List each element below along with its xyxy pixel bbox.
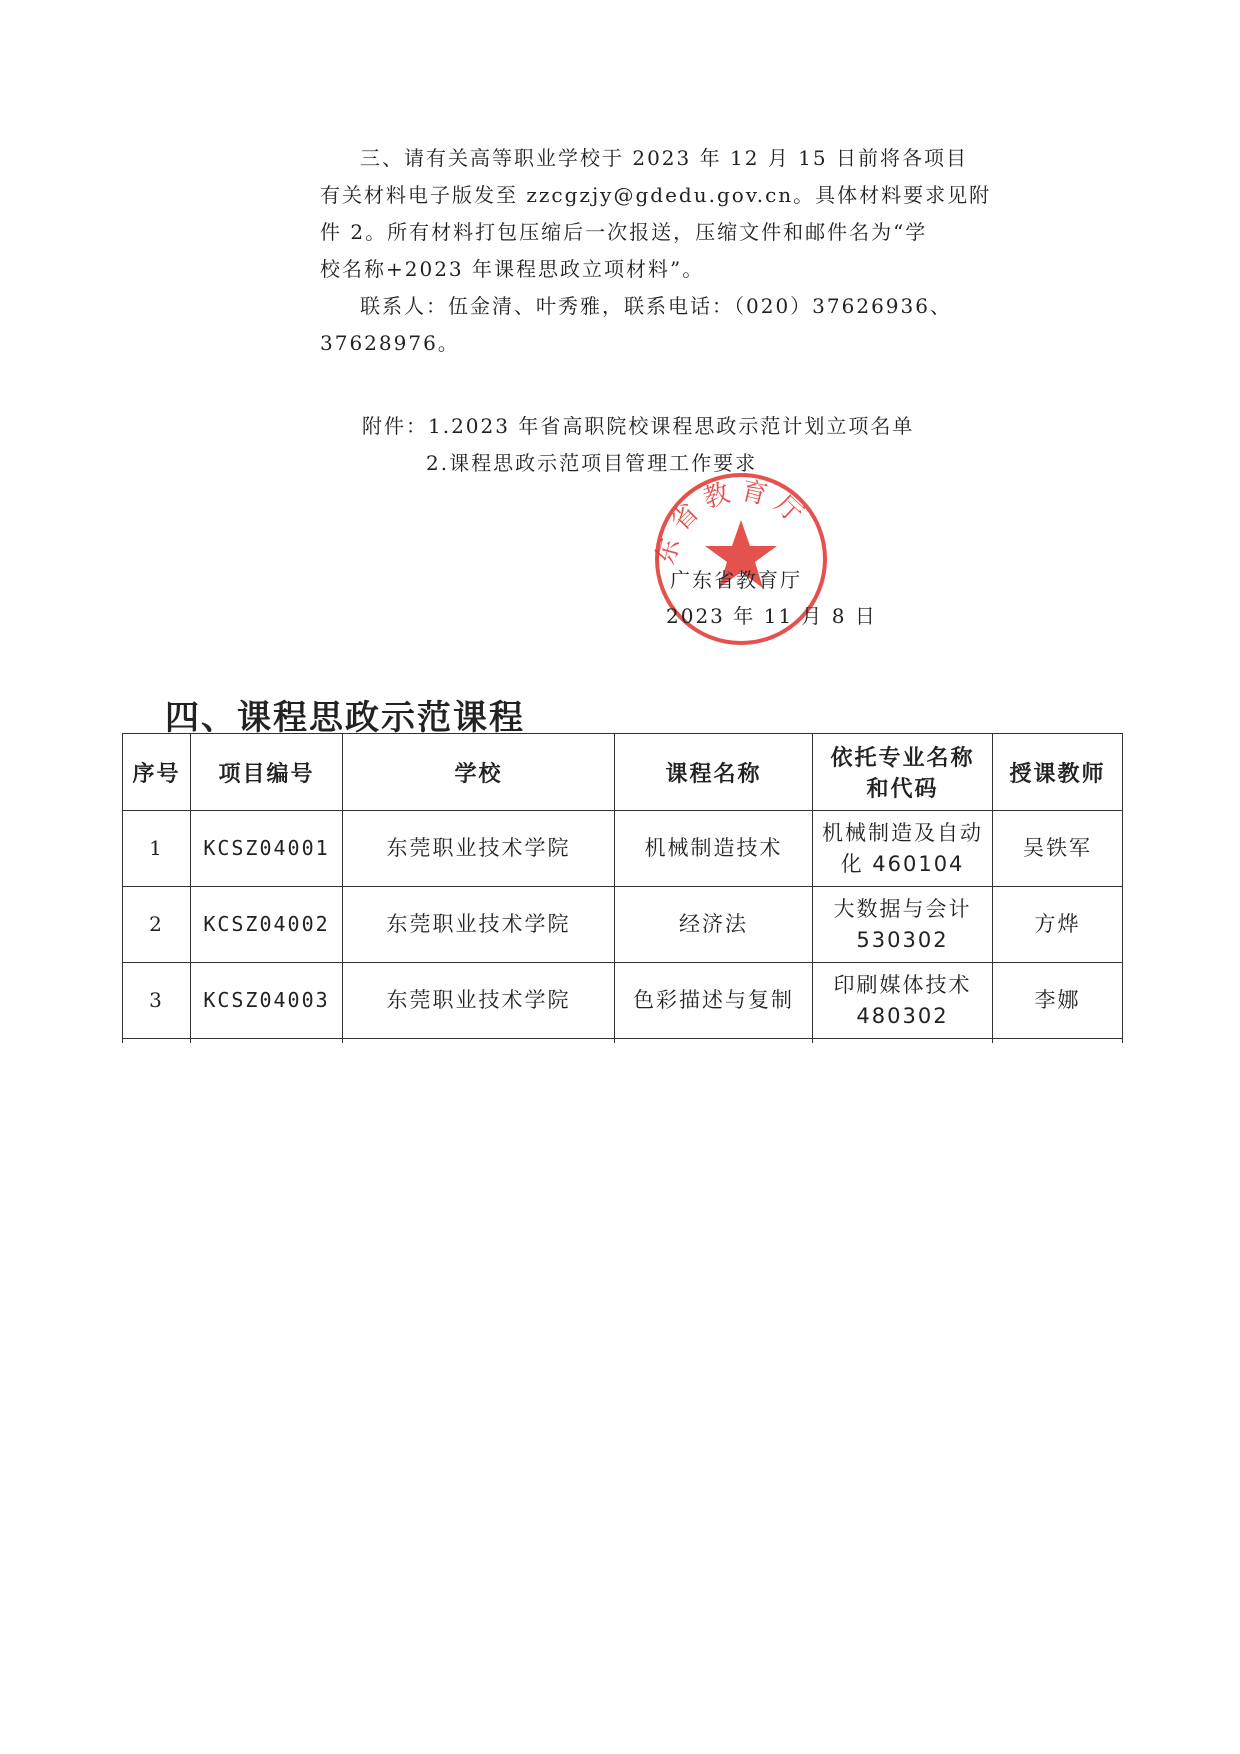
cell-school: 东莞职业技术学院 [343, 811, 615, 887]
paragraph-line: 件 2。所有材料打包压缩后一次报送，压缩文件和邮件名为“学 [320, 220, 928, 244]
paragraph-line: 联系人：伍金清、叶秀雅，联系电话：（020）37626936、 [360, 294, 952, 318]
header-no: 序号 [123, 734, 191, 811]
tail-cell [813, 1039, 993, 1044]
paragraph-line: 有关材料电子版发至 zzcgzjy@gdedu.gov.cn。具体材料要求见附 [320, 183, 992, 207]
tail-cell [615, 1039, 813, 1044]
cell-code: KCSZ04003 [191, 963, 343, 1039]
tail-cell [191, 1039, 343, 1044]
issue-date: 2023 年 11 月 8 日 [666, 604, 877, 628]
cell-major: 大数据与会计 530302 [813, 887, 993, 963]
paragraph-submission [320, 140, 992, 288]
header-course: 课程名称 [615, 734, 813, 811]
attachment-item-2: 2.课程思政示范项目管理工作要求 [426, 451, 758, 475]
cell-school: 东莞职业技术学院 [343, 887, 615, 963]
cell-teacher: 吴铁军 [993, 811, 1123, 887]
cell-no: 2 [123, 887, 191, 963]
cell-course: 机械制造技术 [615, 811, 813, 887]
cell-teacher: 李娜 [993, 963, 1123, 1039]
attachment-item [362, 408, 914, 445]
header-major: 依托专业名称和代码 [813, 734, 993, 811]
header-teacher: 授课教师 [993, 734, 1123, 811]
cell-code: KCSZ04001 [191, 811, 343, 887]
attachment-label: 附件： [362, 414, 428, 438]
cell-school: 东莞职业技术学院 [343, 963, 615, 1039]
tail-cell [343, 1039, 615, 1044]
cell-course: 经济法 [615, 887, 813, 963]
issuer-name: 广东省教育厅 [670, 568, 802, 592]
cell-course: 色彩描述与复制 [615, 963, 813, 1039]
svg-text:东省教育厅: 东省教育厅 [650, 475, 815, 568]
table-row [123, 811, 1123, 887]
header-code: 项目编号 [191, 734, 343, 811]
paragraph-line: 37628976。 [320, 331, 460, 355]
course-table [122, 733, 1123, 1043]
cell-major: 印刷媒体技术 480302 [813, 963, 993, 1039]
cell-teacher: 方烨 [993, 887, 1123, 963]
cell-no: 1 [123, 811, 191, 887]
cell-major: 机械制造及自动化 460104 [813, 811, 993, 887]
cell-no: 3 [123, 963, 191, 1039]
paragraph-contact [320, 288, 952, 362]
section-title: 四、课程思政示范课程 [165, 698, 525, 738]
tail-cell [993, 1039, 1123, 1044]
header-school: 学校 [343, 734, 615, 811]
cell-code: KCSZ04002 [191, 887, 343, 963]
table-row [123, 887, 1123, 963]
table-header-row [123, 734, 1123, 811]
paragraph-line: 三、请有关高等职业学校于 2023 年 12 月 15 日前将各项目 [360, 146, 968, 170]
tail-cell [123, 1039, 191, 1044]
table-tail-row [123, 1039, 1123, 1044]
table-row [123, 963, 1123, 1039]
attachment-item-1: 1.2023 年省高职院校课程思政示范计划立项名单 [428, 414, 915, 438]
paragraph-line: 校名称+2023 年课程思政立项材料”。 [320, 257, 705, 281]
